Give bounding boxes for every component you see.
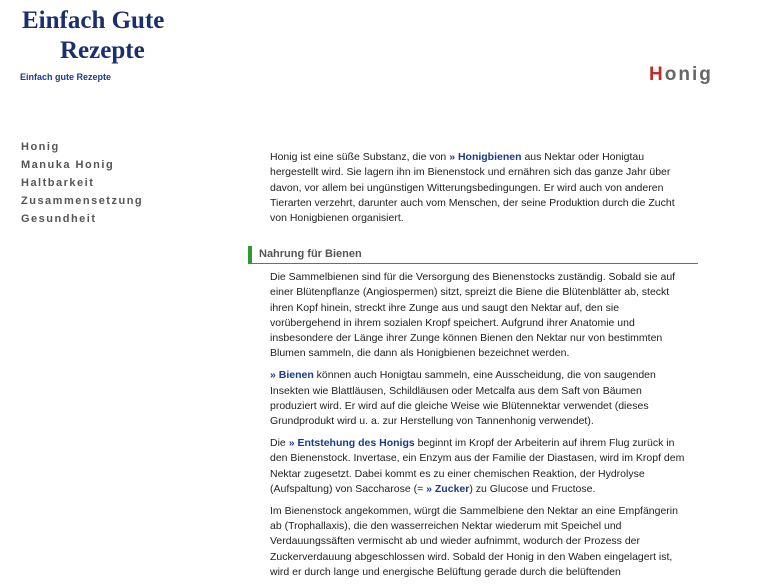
section-paragraph-1: Die Sammelbienen sind für die Versorgung des Bienenstocks zuständig. Sobald sie auf einer Blütenpflanze (Angiospermen) sitzt, spreizt die Biene die Blütenblätter ab, steckt ihren Kopf hinein, streckt ihre Zunge aus und saugt den Nektar auf, den sie vorübergehend in ihrem sozialen Kropf speichert. Aufgrund ihrer Anatomie und insbesondere der Länge ihrer Zunge können Bienen den Nektar nur von bestimmten Blumen sammeln, die dann als Honigbienen bezeichnet werden. (270, 271, 676, 360)
logo-line-1: Einfach Gute (22, 7, 165, 34)
nav-item-manuka-honig[interactable]: Manuka Honig (21, 159, 115, 171)
honigbienen-link[interactable]: » Honigbienen (449, 151, 522, 163)
sidebar-nav (21, 138, 143, 228)
intro-text-post: aus Nektar oder Honigtau hergestellt wird. Sie lagern ihn im Bienenstock und ernähren sich das ganze Jahr über davon, vor allem bei ungünstigen Witterungsbedingungen. Er wird auch von anderen Tierarten verzehrt, darunter auch vom Menschen, der seine Produktion durch die Zucht von Honigbienen organisiert. (270, 151, 675, 225)
page-title (649, 64, 713, 86)
p3-text-mid: beginnt im Kropf der Arbeiterin auf ihrem Flug zurück in den Bienenstock. Invertase, ein Enzym aus der Familie der Diastasen, wird im Kropf dem Nektar zugesetzt. Dabei kommt es zu einer chemischen Reaktion, der Hydrolyse (Aufspaltung) von Saccharose (= (270, 436, 685, 495)
bienen-link[interactable]: » Bienen (270, 369, 314, 382)
p3-text-pre: Die (270, 436, 289, 449)
section-body (270, 270, 690, 587)
nav-item-honig[interactable]: Honig (21, 141, 60, 153)
entstehung-link[interactable]: » Entstehung des Honigs (288, 436, 415, 449)
nav-item-haltbarkeit[interactable]: Haltbarkeit (21, 177, 95, 189)
logo-line-2: Rezepte (60, 37, 145, 64)
zucker-link[interactable]: » Zucker (426, 482, 470, 495)
p3-text-post: ) zu Glucose und Fructose. (469, 482, 596, 495)
page-title-first-letter: H (649, 64, 665, 85)
section-heading: Nahrung für Bienen (248, 246, 698, 264)
nav-item-zusammensetzung[interactable]: Zusammensetzung (21, 195, 144, 207)
section-paragraph-3 (270, 436, 690, 497)
p2-text: können auch Honigtau sammeln, eine Ausscheidung, die von saugenden Insekten wie Blattläusen, Schildläusen oder Metcalfa aus dem Saft von Bäumen produziert wird. Er wird auf die gleiche Weise wie Blütennektar verwendet (dieses Grundprodukt wird u. a. zur Herstellung von Tannenhonig verwendet). (270, 369, 656, 428)
page-title-rest: onig (664, 64, 713, 85)
nav-item-gesundheit[interactable]: Gesundheit (21, 213, 97, 225)
intro-text-pre: Honig ist eine süße Substanz, die von (270, 151, 450, 163)
site-tagline: Einfach gute Rezepte (20, 72, 112, 82)
section-paragraph-2 (270, 368, 690, 429)
site-logo[interactable] (22, 6, 164, 66)
section-paragraph-4: Im Bienenstock angekommen, würgt die Sammelbiene den Nektar an eine Empfängerin ab (Trophallaxis), die den wasserreichen Nektar wiederum mit Speichel und Verdauungssäften vermischt ab und wieder aufnimmt, wodurch der Prozess der Zuckerverdauung abgeschlossen wird. Sobald der Honig in den Waben eingelagert ist, wird er durch lange und energische Belüftung gerade durch die belüftenden (270, 504, 678, 578)
intro-paragraph (270, 150, 690, 226)
